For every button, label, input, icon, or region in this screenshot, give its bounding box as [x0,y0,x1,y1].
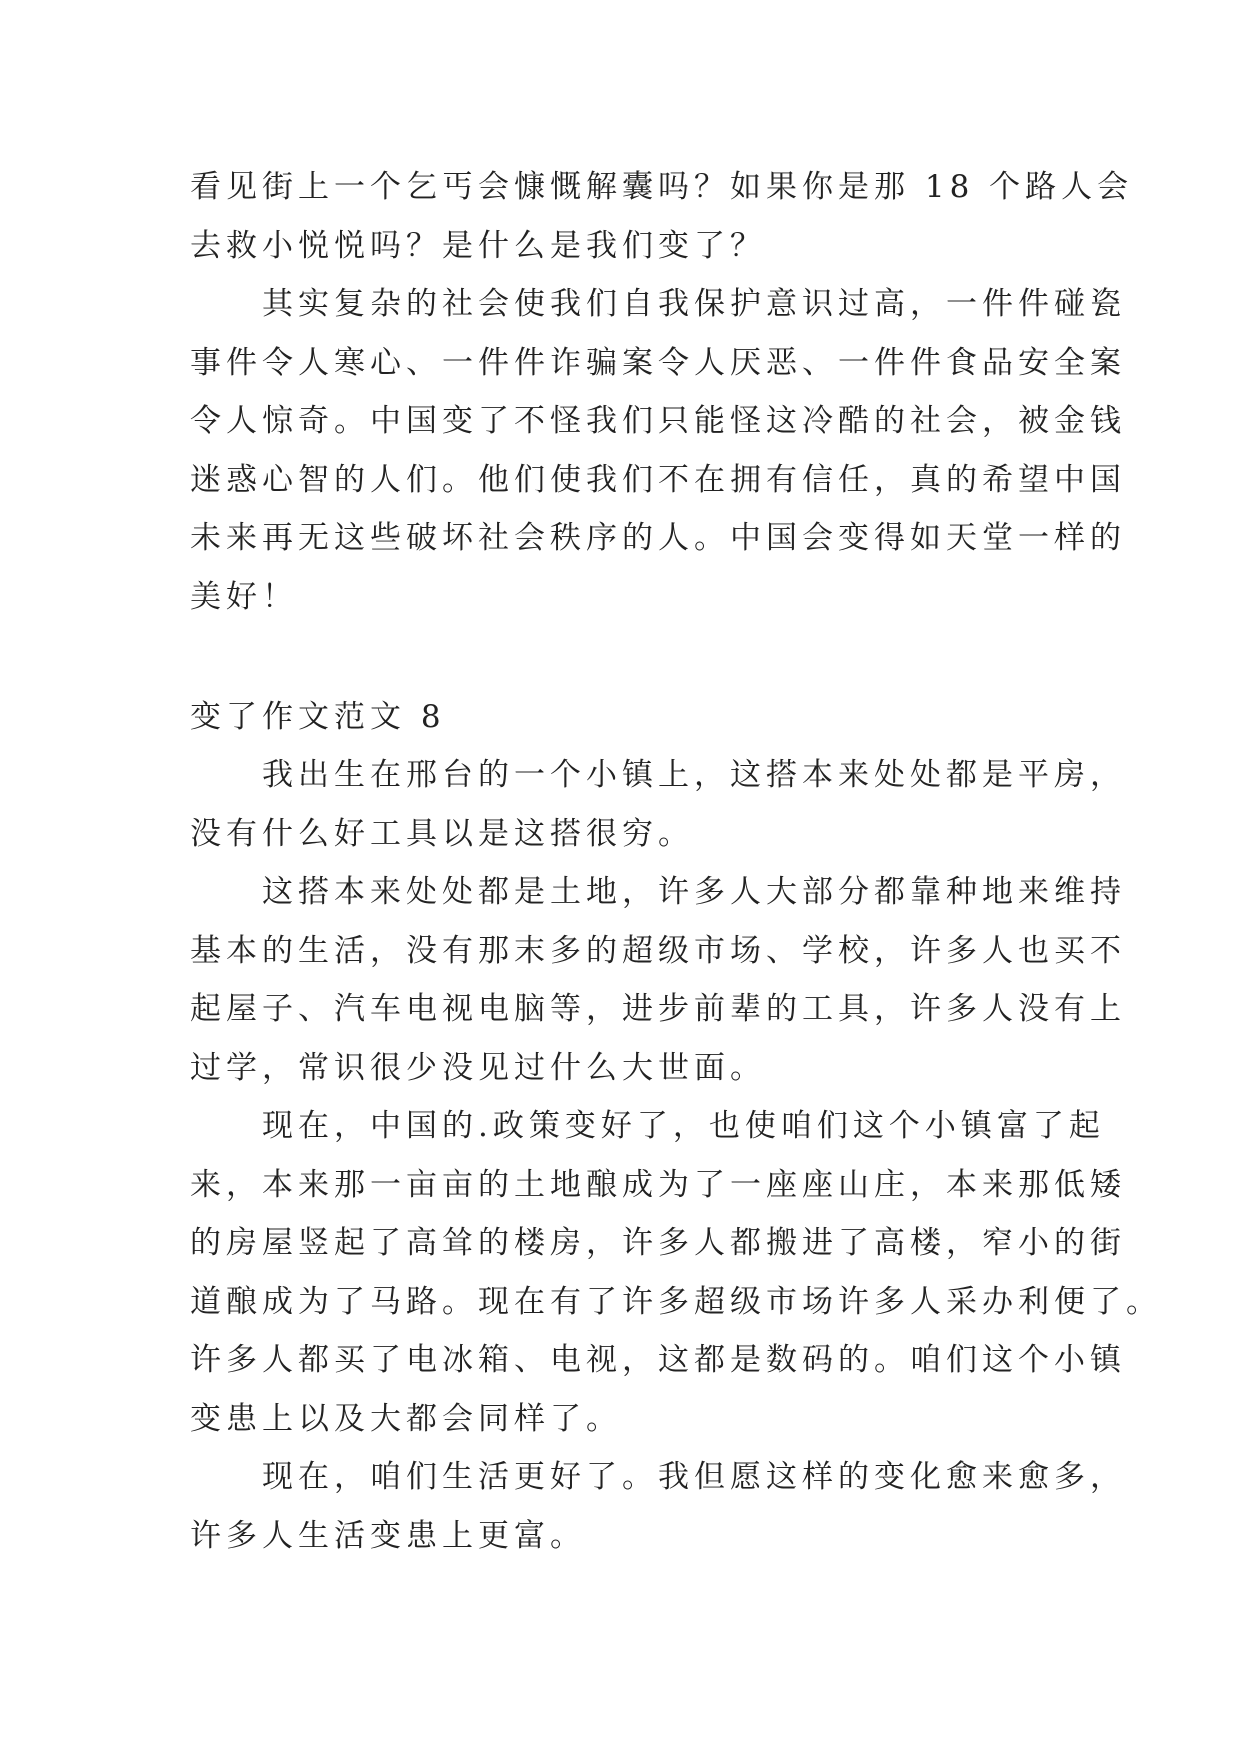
text-line: 我出生在邢台的一个小镇上，这搭本来处处都是平房， [190,757,1126,793]
text-line: 过学，常识很少没见过什么大世面。 [190,1049,766,1086]
text-line: 的房屋竖起了高耸的楼房，许多人都搬进了高楼，窄小的街 [190,1225,1126,1261]
text-line: 迷惑心智的人们。他们使我们不在拥有信任，真的希望中国 [190,461,1126,498]
text-line: 未来再无这些破坏社会秩序的人。中国会变得如天堂一样的 [190,520,1126,556]
text-line: 起屋子、汽车电视电脑等，进步前辈的工具，许多人没有上 [190,991,1126,1027]
text-line: 许多人都买了电冰箱、电视，这都是数码的。咱们这个小镇 [190,1342,1126,1378]
text-line: 其实复杂的社会使我们自我保护意识过高，一件件碰瓷 [190,286,1126,322]
text-line: 许多人生活变患上更富。 [190,1517,586,1554]
text-line: 这搭本来处处都是土地，许多人大部分都靠种地来维持 [190,874,1126,910]
text-line: 事件令人寒心、一件件诈骗案令人厌恶、一件件食品安全案 [190,344,1126,381]
text-line: 没有什么好工具以是这搭很穷。 [190,815,694,852]
paragraph-block-bottom [190,746,1162,1565]
text-line: 来，本来那一亩亩的土地酿成为了一座座山庄，本来那低矮 [190,1166,1126,1203]
text-line: 变患上以及大都会同样了。 [190,1400,622,1437]
text-line: 道酿成为了马路。现在有了许多超级市场许多人采办利便了。 [190,1283,1162,1320]
text-line: 美好！ [190,578,298,615]
text-line: 现在，中国的.政策变好了，也使咱们这个小镇富了起 [190,1108,1105,1144]
section-heading: 变了作文范文 8 [190,699,446,735]
text-line: 去救小悦悦吗？是什么是我们变了？ [190,227,766,264]
paragraph-block-top [190,158,1134,626]
text-line: 令人惊奇。中国变了不怪我们只能怪这冷酷的社会，被金钱 [190,403,1126,439]
text-line: 看见街上一个乞丐会慷慨解囊吗？如果你是那 18 个路人会 [190,169,1134,205]
text-line: 基本的生活，没有那末多的超级市场、学校，许多人也买不 [190,932,1126,969]
text-line: 现在，咱们生活更好了。我但愿这样的变化愈来愈多， [190,1459,1126,1495]
